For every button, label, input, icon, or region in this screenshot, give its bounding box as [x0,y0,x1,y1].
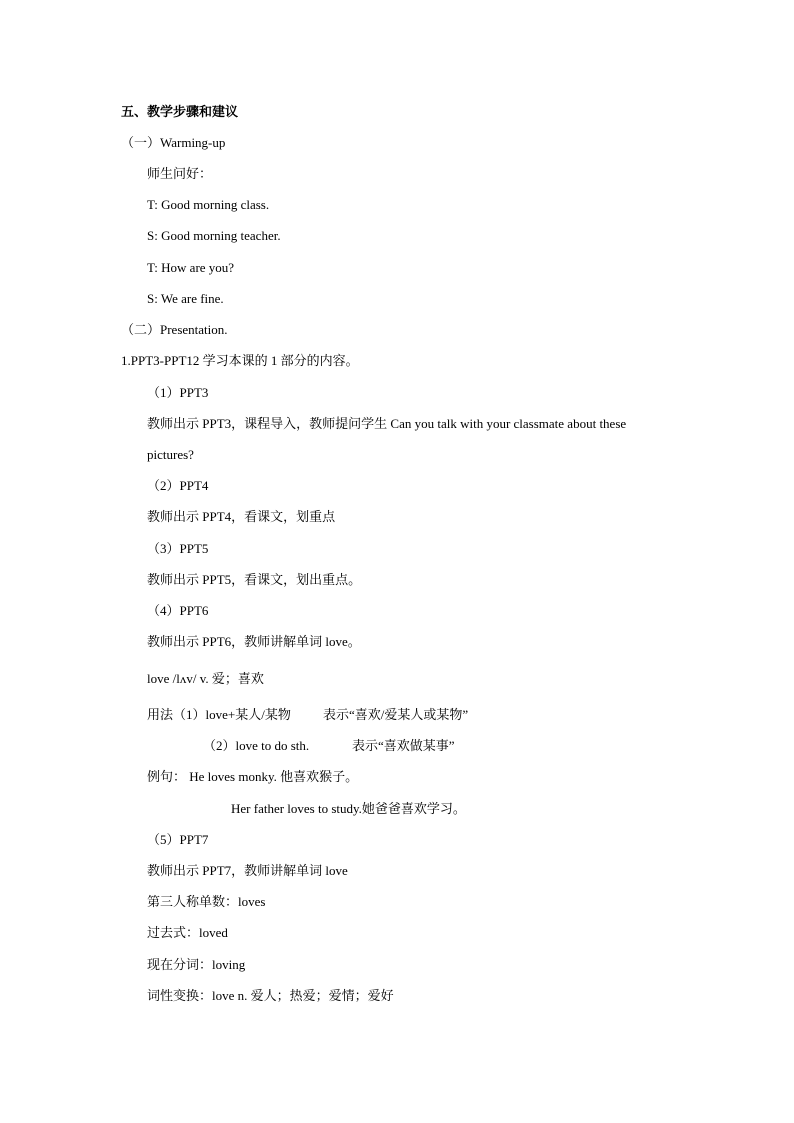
example-sentence: 例句： He loves monky. 他喜欢猴子。 [147,769,359,784]
example-sentence: Her father loves to study.她爸爸喜欢学习。 [231,801,466,816]
dialogue-line: S: We are fine. [147,291,224,306]
dialogue-line: S: Good morning teacher. [147,228,281,243]
warming-up-title: （一）Warming-up [121,135,226,150]
item1-title: 1.PPT3-PPT12 学习本课的 1 部分的内容。 [121,353,359,368]
ppt3-text: 教师出示 PPT3，课程导入，教师提问学生 Can you talk with your classmate about these [147,416,627,431]
ppt5-label: （3）PPT5 [147,541,209,556]
third-person-form: 第三人称单数：loves [147,894,266,909]
presentation-title: （二）Presentation. [121,322,228,337]
dialogue-line: T: How are you? [147,260,235,275]
ppt3-label: （1）PPT3 [147,385,209,400]
ppt7-text: 教师出示 PPT7，教师讲解单词 love [147,863,348,878]
ppt7-label: （5）PPT7 [147,832,209,847]
present-participle-form: 现在分词：loving [147,957,246,972]
dialogue-line: T: Good morning class. [147,197,270,212]
usage2-left: （2）love to do sth. [203,738,310,753]
ppt4-text: 教师出示 PPT4，看课文，划重点 [147,509,336,524]
ppt5-text: 教师出示 PPT5，看课文，划出重点。 [147,572,362,587]
part-of-speech-conversion: 词性变换：love n. 爱人；热爱；爱情；爱好 [147,988,394,1003]
ppt3-text-cont: pictures? [147,447,194,462]
usage1-right: 表示“喜欢/爱某人或某物” [323,707,469,722]
usage1-left: 用法（1）love+某人/某物 [147,707,291,722]
word-entry: love /lʌv/ v. 爱；喜欢 [147,671,264,686]
greeting-label: 师生问好： [147,166,213,181]
section-heading: 五、教学步骤和建议 [121,104,239,119]
ppt6-text: 教师出示 PPT6，教师讲解单词 love。 [147,634,361,649]
ppt6-label: （4）PPT6 [147,603,209,618]
ppt4-label: （2）PPT4 [147,478,209,493]
usage2-right: 表示“喜欢做某事” [352,738,455,753]
past-tense-form: 过去式：loved [147,925,228,940]
